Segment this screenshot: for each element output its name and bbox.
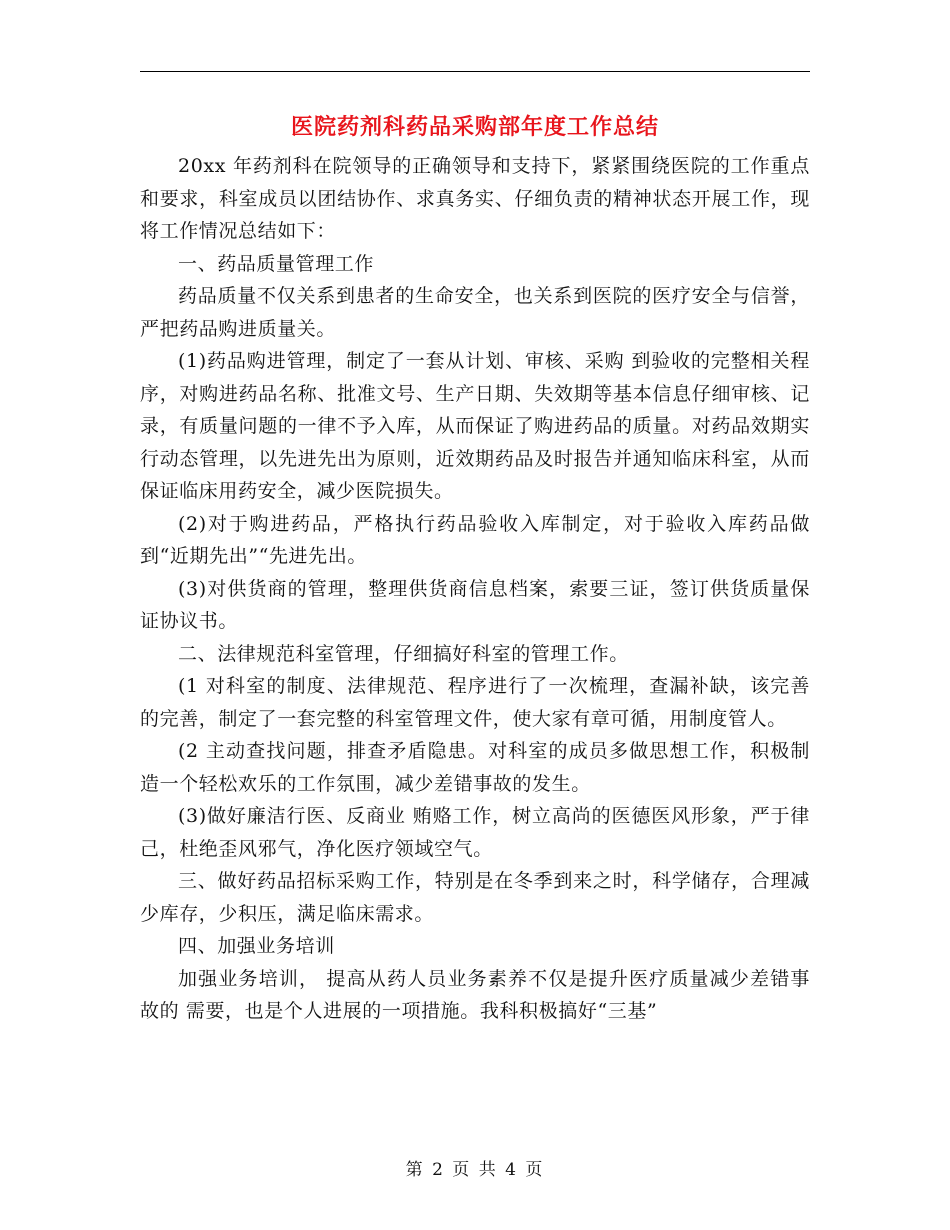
document-body	[140, 150, 810, 1028]
list-item: (3)对供货商的管理，整理供货商信息档案，索要三证，签订供货质量保证协议书。	[140, 577, 810, 632]
section-heading-2: 二、法律规范科室管理，仔细搞好科室的管理工作。	[178, 642, 629, 665]
list-item: (2 主动查找问题，排查矛盾隐患。对科室的成员多做思想工作，积极制造一个轻松欢乐的工作氛围，减少差错事故的发生。	[140, 740, 810, 795]
list-item: (1 对科室的制度、法律规范、程序进行了一次梳理，查漏补缺，该完善的完善，制定了一套完整的科室管理文件，使大家有章可循，用制度管人。	[140, 675, 810, 730]
paragraph: 药品质量不仅关系到患者的生命安全，也关系到医院的医疗安全与信誉，严把药品购进质量关。	[140, 285, 810, 340]
list-item: (1)药品购进管理，制定了一套从计划、审核、采购 到验收的完整相关程序，对购进药品名称、批准文号、生产日期、失效期等基本信息仔细审核、记录，有质量问题的一律不予入库，从而保证了购进药品的质量。对药品效期实行动态管理，以先进先出为原则，近效期药品及时报告并通知临床科室，从而保证临床用药安全，减少医院损失。	[140, 350, 810, 502]
page-footer: 第 2 页 共 4 页	[405, 1160, 545, 1180]
paragraph-intro: 20xx 年药剂科在院领导的正确领导和支持下，紧紧围绕医院的工作重点和要求，科室成员以团结协作、求真务实、仔细负责的精神状态开展工作，现将工作情况总结如下：	[140, 155, 810, 242]
list-item: (3)做好廉洁行医、反商业 贿赂工作，树立高尚的医德医风形象，严于律己，杜绝歪风邪气，净化医疗领域空气。	[140, 805, 810, 860]
document-title: 医院药剂科药品采购部年度工作总结	[290, 114, 659, 140]
section-heading-3: 三、做好药品招标采购工作，特别是在冬季到来之时，科学储存，合理减少库存，少积压，满足临床需求。	[140, 870, 810, 925]
paragraph: 加强业务培训， 提高从药人员业务素养不仅是提升医疗质量减少差错事故的 需要，也是个人进展的一项措施。我科积极搞好“三基”	[140, 967, 810, 1022]
list-item: (2)对于购进药品，严格执行药品验收入库制定，对于验收入库药品做到“近期先出”“先进先出。	[140, 512, 810, 567]
section-heading-1: 一、药品质量管理工作	[178, 252, 375, 275]
header-rule	[140, 71, 810, 72]
section-heading-4: 四、加强业务培训	[178, 935, 335, 957]
